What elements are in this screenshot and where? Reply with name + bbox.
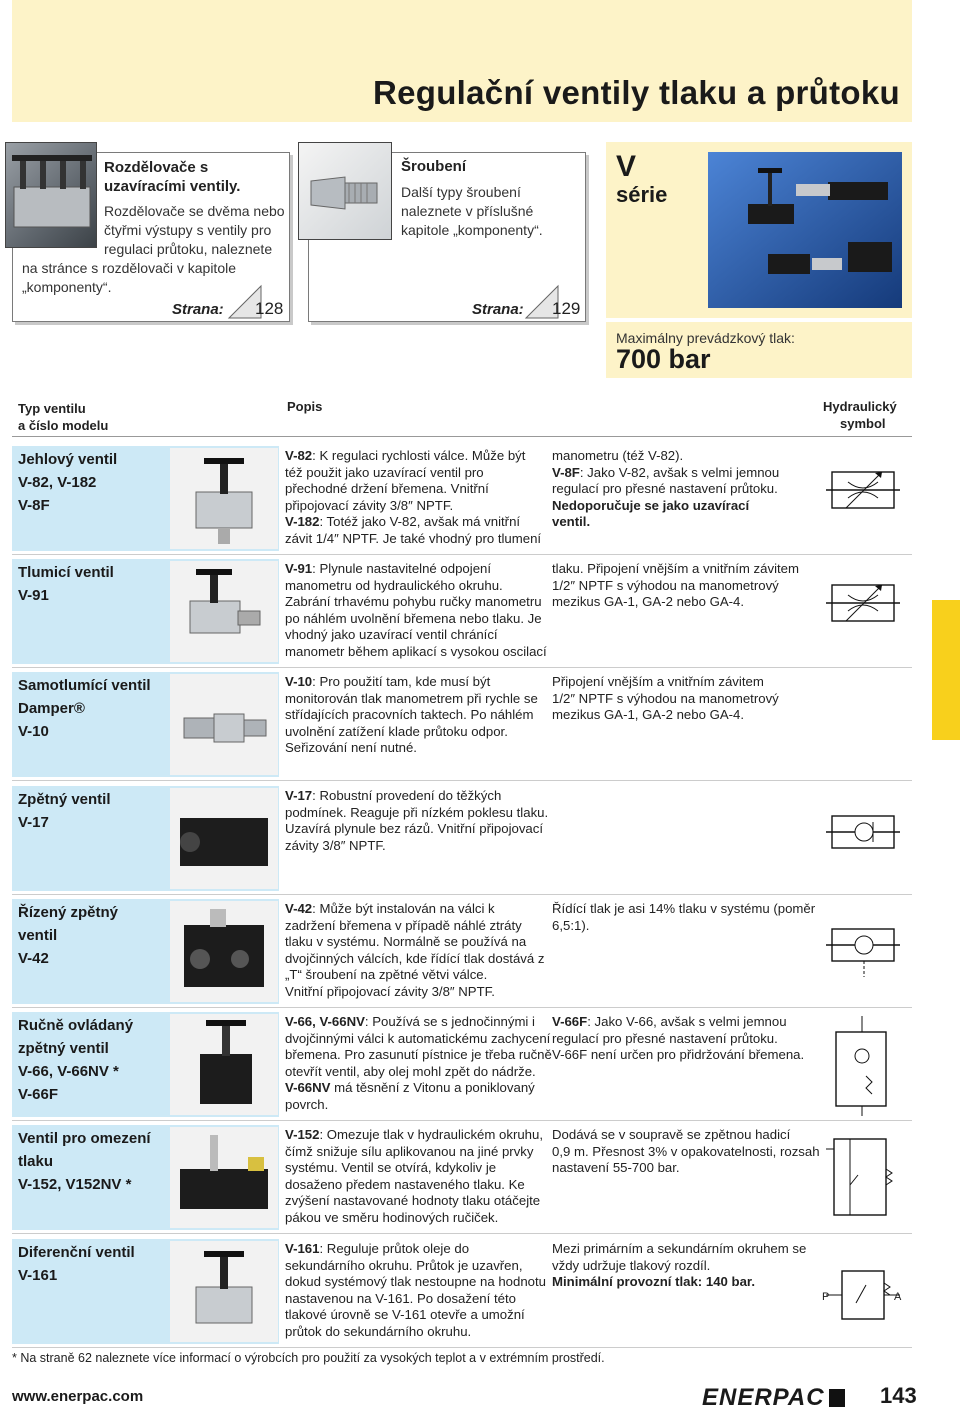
- valve-photo: [170, 1014, 278, 1115]
- row-description-line: tlaku v systému. Normálně se používá na: [285, 934, 527, 949]
- row-description-line: připojovací závity 3/8″ NPTF.: [285, 497, 454, 513]
- row-description-line: monitorován tlak manometrem při rychle se: [285, 690, 538, 706]
- row-description-line: mezikus GA-1, GA-2 nebo GA-4.: [552, 594, 745, 609]
- row-description-line: zvýšení nastavované hodnoty tlaku otáčejte: [285, 1193, 541, 1208]
- hydraulic-symbol-icon: [826, 1016, 900, 1116]
- fittings-card-text-1: Další typy šroubení: [401, 184, 521, 200]
- symbol-port-a-label: A: [894, 1291, 902, 1303]
- row-description-line: regulací pro přesné nastavení průtoku.: [552, 1030, 778, 1046]
- row-description-line: průtok do sekundárního okruhu.: [285, 1323, 472, 1339]
- row-description-line: též použit jako uzavírací ventil pro: [285, 464, 484, 480]
- row-model-name: ventil: [18, 927, 58, 944]
- col-symbol-header-1: Hydraulický: [823, 399, 897, 414]
- hydraulic-symbol-icon: [826, 1243, 900, 1343]
- row-description-line: tlaku. Připojení vnějším a vnitřním závitem: [552, 561, 799, 576]
- row-description-line: manometr během aplikací s vysokou oscilací: [285, 643, 547, 659]
- fittings-photo: [298, 142, 392, 240]
- row-description-line: V-161: Reguluje průtok oleje do: [285, 1241, 470, 1256]
- row-description-line: V-10: Pro použití tam, kde musí být: [285, 674, 491, 689]
- page-title: Regulační ventily tlaku a průtoku: [372, 74, 900, 111]
- row-description-line: V-82: K regulaci rychlosti válce. Může být: [285, 448, 526, 463]
- row-description-line: dosaženo předem nastaveného tlaku. Ke: [285, 1176, 525, 1192]
- row-description-line: V-66NV má těsnění z Vitonu a poniklovaný: [285, 1080, 535, 1095]
- manifold-card-text-4: na stránce s rozdělovači v kapitole: [22, 260, 236, 276]
- row-description-line: střídajících pracovních taktech. Po náhlém: [285, 707, 534, 722]
- row-description-line: Seřizování není nutné.: [285, 740, 417, 755]
- manifold-card-text-3: regulaci průtoku, naleznete: [104, 241, 273, 257]
- row-description-line: V-182: Totéž jako V-82, avšak má vnitřní: [285, 514, 521, 529]
- row-description-line: Vnitřní připojovací závity 3/8″ NPTF.: [285, 983, 495, 999]
- row-description-line: V-91: Plynule nastavitelné odpojení: [285, 561, 492, 576]
- row-separator: [12, 1007, 912, 1008]
- row-model-name: Řízený zpětný: [18, 904, 119, 921]
- row-description-line: ventil.: [552, 514, 591, 529]
- row-description-line: závity 3/8″ NPTF.: [285, 837, 386, 853]
- manifold-card-text-1: Rozdělovače se dvěma nebo: [104, 203, 285, 219]
- row-description-line: vhodný jako uzavírací ventil chránící: [285, 627, 498, 642]
- row-separator: [12, 894, 912, 895]
- row-model-name: Tlumicí ventil: [18, 564, 114, 581]
- page-number: 143: [880, 1383, 917, 1408]
- series-photo: [708, 152, 902, 308]
- valve-photo: [170, 561, 278, 662]
- row-description-line: manometru od hydraulického okruhu.: [285, 577, 503, 593]
- fittings-card-title: Šroubení: [401, 158, 467, 175]
- row-description-line: vždy udržuje tlakový rozdíl.: [552, 1257, 711, 1273]
- row-description-line: sekundárního okruhu. Průtok je uzavřen,: [285, 1257, 523, 1273]
- hydraulic-symbol-icon: [826, 790, 900, 890]
- row-description-line: 1/2″ NPTF s výhodou na manometrový: [552, 577, 779, 593]
- col-symbol-header-2: symbol: [840, 416, 886, 431]
- row-description-line: V-17: Robustní provedení do těžkých: [285, 788, 502, 803]
- hydraulic-symbol-icon: [826, 450, 900, 550]
- row-description-line: Řídící tlak je asi 14% tlaku v systému (poměr: [552, 901, 816, 916]
- row-model-name: tlaku: [18, 1153, 54, 1170]
- row-description-line: Nedoporučuje se jako uzavírací: [552, 497, 750, 513]
- section-tab: [932, 600, 960, 740]
- row-description-line: břemena. Pro zasunutí pístnice je třeba ručně: [285, 1047, 552, 1062]
- fittings-card-text-3: kapitole „komponenty“.: [401, 222, 543, 238]
- row-description-line: Připojení vnějším a vnitřním závitem: [552, 674, 764, 689]
- row-description-line: 1/2″ NPTF s výhodou na manometrový: [552, 690, 779, 706]
- row-description-line: otevřít ventil, aby olej mohl zpět do nádrže.: [285, 1063, 536, 1079]
- row-description-line: regulací pro přesné nastavení průtoku.: [552, 481, 778, 496]
- row-description-line: manometru (též V-82).: [552, 448, 684, 463]
- row-description-line: Minimální provozní tlak: 140 bar.: [552, 1274, 755, 1289]
- row-description-line: Dodává se v soupravě se zpětnou hadicí: [552, 1127, 791, 1142]
- row-separator: [12, 667, 912, 668]
- logo-mark-icon: [829, 1389, 845, 1407]
- series-letter: V: [616, 150, 637, 183]
- row-description-line: dokud systémový tlak nestoupne na hodnotu: [285, 1274, 546, 1289]
- row-description-line: tlakové úrovně se V-161 otevře a umožní: [285, 1307, 525, 1322]
- row-description-line: Zabrání trhavému pohybu ručky manometru: [285, 594, 542, 609]
- row-description-line: dvojčinnými válci k automatickému zachycení: [285, 1030, 551, 1046]
- footnote: * Na straně 62 naleznete více informací o výrobcích pro použití za vysokých teplot a v extrémním prostředí.: [12, 1351, 605, 1365]
- valve-photo: [170, 1127, 278, 1228]
- row-model-name: Samotlumící ventil: [18, 677, 151, 694]
- row-model-name: V-161: [18, 1267, 58, 1284]
- row-model-name: zpětný ventil: [18, 1040, 109, 1057]
- hydraulic-symbol-icon: [826, 903, 900, 1003]
- symbol-port-p-label: P: [822, 1291, 830, 1303]
- row-description-line: „T“ šroubení na zpětné větvi válce.: [285, 967, 488, 982]
- row-description-line: 6,5:1).: [552, 917, 590, 933]
- row-description-line: pákou ve směru hodinových ručiček.: [285, 1209, 499, 1225]
- valve-photo: [170, 674, 278, 775]
- hydraulic-symbol-icon: [826, 1129, 900, 1229]
- row-description-line: V-42: Může být instalován na válci k: [285, 901, 495, 916]
- row-description-line: V-8F: Jako V-82, avšak s velmi jemnou: [552, 464, 780, 480]
- row-separator: [12, 780, 912, 781]
- manifold-strana-label: Strana:: [172, 301, 224, 318]
- row-model-name: V-82, V-182: [18, 474, 97, 491]
- row-description-line: zadržení břemena v případě náhlé ztráty: [285, 917, 522, 933]
- enerpac-logo: ENERPAC: [702, 1384, 845, 1412]
- manifold-card-text-2: čtyřmi výstupy s ventily pro: [104, 222, 272, 238]
- fittings-strana-label: Strana:: [472, 301, 524, 318]
- manifold-card-text-5: „komponenty“.: [22, 279, 112, 295]
- row-description-line: nastavenou na V-161. Po dosažení této: [285, 1290, 516, 1306]
- pressure-label: Maximálny prevádzkový tlak:: [616, 330, 795, 346]
- row-description-line: V-152: Omezuje tlak v hydraulickém okruhu,: [285, 1127, 544, 1142]
- row-model-name: V-10: [18, 723, 49, 740]
- row-description-line: povrch.: [285, 1096, 329, 1112]
- row-model-name: Ručně ovládaný: [18, 1017, 134, 1034]
- row-model-name: V-8F: [18, 497, 50, 514]
- row-description-line: Uzavírá plynule bez rázů. Vnitřní připojovací: [285, 821, 544, 836]
- row-description-line: V-66, V-66NV: Používá se s jednočinnými i: [285, 1014, 535, 1029]
- row-model-name: Ventil pro omezení: [18, 1130, 151, 1147]
- row-model-name: V-66, V-66NV *: [18, 1063, 119, 1080]
- valve-photo: [170, 901, 278, 1002]
- header-separator: [12, 436, 912, 437]
- row-description-line: přechodné držení břemena. Vnitřní: [285, 481, 489, 496]
- row-model-name: Diferenční ventil: [18, 1244, 135, 1261]
- col-type-header-2: a číslo modelu: [18, 418, 109, 433]
- row-model-name: Damper®: [18, 700, 85, 717]
- valve-photo: [170, 788, 278, 889]
- row-separator: [12, 1347, 912, 1348]
- row-separator: [12, 1120, 912, 1121]
- fittings-page-link[interactable]: 129: [552, 299, 581, 318]
- row-model-name: Zpětný ventil: [18, 791, 111, 808]
- row-description-line: systému. Ventil se otvírá, kdykoliv je: [285, 1160, 497, 1175]
- manifold-page-link[interactable]: 128: [255, 299, 284, 318]
- row-description-line: Mezi primárním a sekundárním okruhem se: [552, 1241, 807, 1256]
- row-separator: [12, 1233, 912, 1234]
- row-description-line: 0,9 m. Přesnost 3% v opakovatelnosti, rozsah: [552, 1143, 820, 1159]
- fittings-card-text-2: naleznete v příslušné: [401, 203, 534, 219]
- manifold-photo: [5, 142, 97, 248]
- valve-photo: [170, 1241, 278, 1342]
- row-description-line: uvolnění zatížení klade průtoku odpor.: [285, 723, 508, 739]
- valve-photo: [170, 448, 278, 549]
- row-description-line: V-66F: Jako V-66, avšak s velmi jemnou: [552, 1014, 787, 1029]
- row-description-line: mezikus GA-1, GA-2 nebo GA-4.: [552, 707, 745, 722]
- row-model-name: V-17: [18, 814, 49, 831]
- row-model-name: V-42: [18, 950, 49, 967]
- row-model-name: V-152, V152NV *: [18, 1176, 132, 1193]
- row-description-line: dvojčinných válcích, kde řídící tlak dostává z: [285, 950, 545, 966]
- row-description-line: po náhlém uvolnění břemena nebo tlaku. Je: [285, 610, 542, 626]
- col-desc-header: Popis: [287, 399, 323, 414]
- website-link[interactable]: www.enerpac.com: [12, 1388, 144, 1405]
- row-description-line: V-66F není určen pro přidržování břemena.: [552, 1047, 805, 1062]
- row-model-name: Jehlový ventil: [18, 451, 118, 468]
- row-description-line: čímž snižuje sílu aplikovanou na jiné prvky: [285, 1143, 534, 1159]
- row-description-line: podmínek. Reaguje při nízkém poklesu tlaku.: [285, 804, 549, 820]
- manifold-card-title: Rozdělovače s uzavíracími ventily.: [104, 159, 241, 195]
- col-type-header-1: Typ ventilu: [18, 401, 86, 416]
- row-description-line: nastavení 55-700 bar.: [552, 1160, 680, 1175]
- row-model-name: V-91: [18, 587, 49, 604]
- hydraulic-symbol-icon: [826, 563, 900, 663]
- row-separator: [12, 554, 912, 555]
- row-description-line: závit 1/4″ NPTF. Je také vhodný pro tlumení: [285, 530, 542, 546]
- series-label: série: [616, 182, 668, 207]
- pressure-value: 700 bar: [616, 344, 711, 374]
- row-model-name: V-66F: [18, 1086, 59, 1103]
